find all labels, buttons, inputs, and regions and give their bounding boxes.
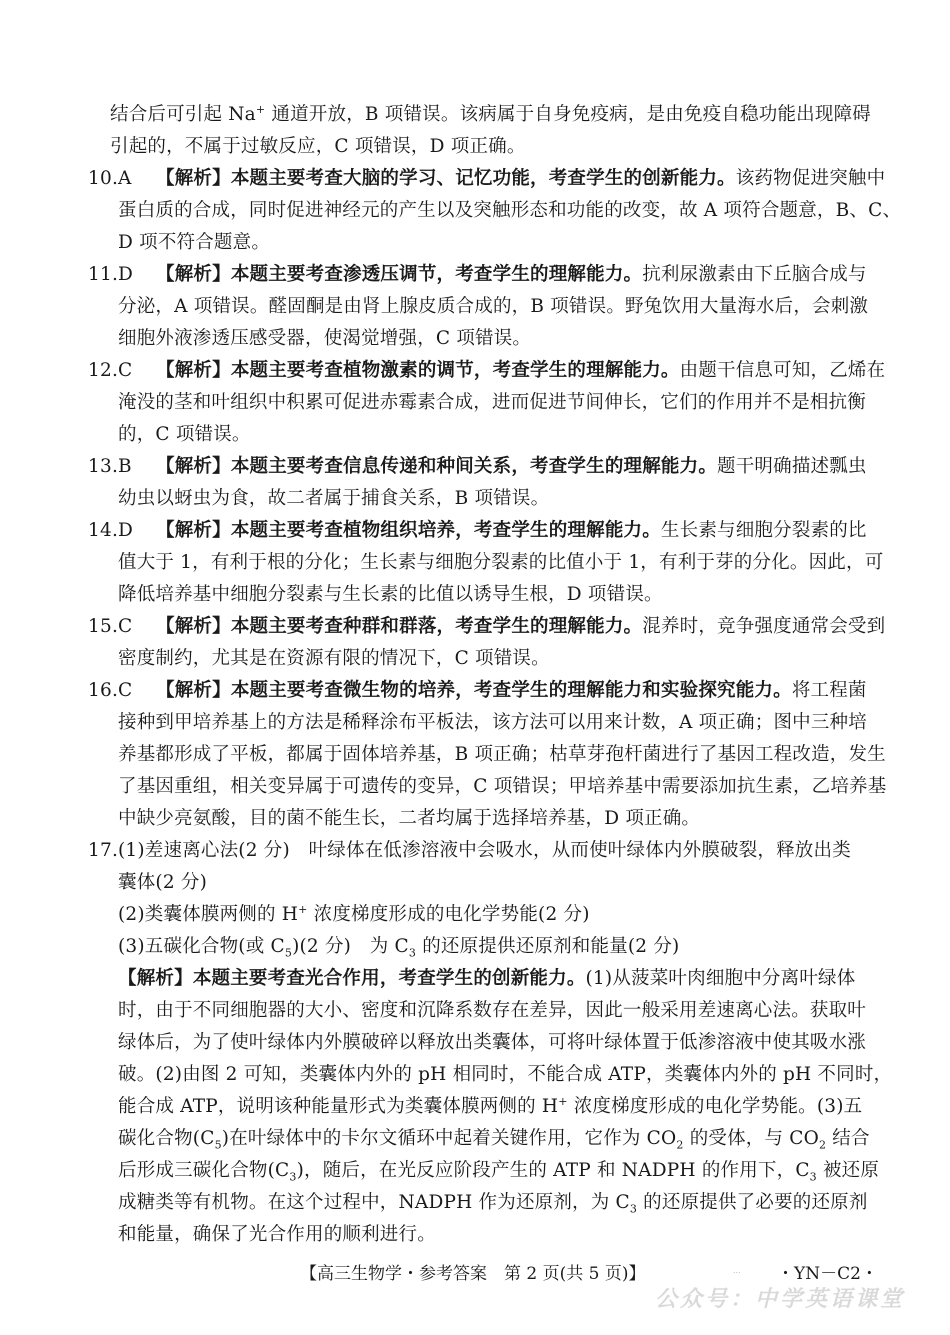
q9-continuation-line-1: 结合后可引起 Na+ 通道开放，B 项错误。该病属于自身免疫病，是由免疫自稳功能出现障碍 bbox=[110, 102, 871, 125]
question-number: 14. bbox=[88, 520, 119, 541]
q11-line-2: 分泌，A 项错误。醛固酮是由肾上腺皮质合成的，B 项错误。野兔饮用大量海水后，会刺激 bbox=[118, 296, 869, 317]
analysis-tag: 【解析】 bbox=[156, 616, 231, 637]
analysis-tag: 【解析】 bbox=[156, 168, 231, 189]
analysis-summary: 本题主要考查植物激素的调节，考查学生的理解能力。 bbox=[230, 360, 680, 381]
watermark-text: 公众号：中学英语课堂 bbox=[655, 1287, 906, 1312]
q17-answer-1-cont: 囊体(2 分) bbox=[118, 872, 207, 893]
q9-continuation-line-2: 引起的，不属于过敏反应，C 项错误，D 项正确。 bbox=[110, 136, 526, 157]
q14-line-3: 降低培养基中细胞分裂素与生长素的比值以诱导生根，D 项错误。 bbox=[118, 584, 663, 605]
analysis-summary: 本题主要考查渗透压调节，考查学生的理解能力。 bbox=[230, 264, 643, 285]
q13-line-1: 13.B 【解析】本题主要考查信息传递和种间关系，考查学生的理解能力。题干明确描述瓢虫 bbox=[88, 451, 867, 483]
answer-letter: C bbox=[118, 680, 133, 701]
answer-letter: D bbox=[118, 520, 134, 541]
q12-line-2: 淹没的茎和叶组织中积累可促进赤霉素合成，进而促进节间伸长，它们的作用并不是相抗衡 bbox=[118, 392, 867, 413]
answer-letter: A bbox=[118, 168, 132, 189]
q16-line-1: 16.C 【解析】本题主要考查微生物的培养，考查学生的理解能力和实验探究能力。将工程菌 bbox=[88, 675, 867, 707]
question-number: 10. bbox=[88, 168, 119, 189]
q12-line-1: 12.C 【解析】本题主要考查植物激素的调节，考查学生的理解能力。由题干信息可知，乙烯在 bbox=[88, 355, 885, 387]
q17-explanation-3: 绿体后，为了使叶绿体内外膜破碎以释放出类囊体，可将叶绿体置于低渗溶液中使其吸水涨 bbox=[118, 1032, 867, 1053]
question-number: 16. bbox=[88, 680, 119, 701]
q14-line-2: 值大于 1，有利于根的分化；生长素与细胞分裂素的比值小于 1，有利于芽的分化。因此，可 bbox=[118, 552, 884, 573]
q12-line-3: 的，C 项错误。 bbox=[118, 424, 251, 445]
q11-line-1: 11.D 【解析】本题主要考查渗透压调节，考查学生的理解能力。抗利尿激素由下丘脑合成与 bbox=[88, 259, 867, 291]
q11-line-3: 细胞外液渗透压感受器，使渴觉增强，C 项错误。 bbox=[118, 328, 532, 349]
analysis-summary: 本题主要考查植物组织培养，考查学生的理解能力。 bbox=[230, 520, 661, 541]
q13-line-2: 幼虫以蚜虫为食，故二者属于捕食关系，B 项错误。 bbox=[118, 488, 550, 509]
q17-explanation-2: 时，由于不同细胞器的大小、密度和沉降系数存在差异，因此一般采用差速离心法。获取叶 bbox=[118, 1000, 867, 1021]
q16-line-2: 接种到甲培养基上的方法是稀释涂布平板法，该方法可以用来计数，A 项正确；图中三种培 bbox=[118, 712, 867, 733]
q16-line-5: 中缺少亮氨酸，目的菌不能生长，二者均属于选择培养基，D 项正确。 bbox=[118, 808, 701, 829]
analysis-tag: 【解析】 bbox=[156, 456, 231, 477]
analysis-summary: 本题主要考查大脑的学习、记忆功能，考查学生的创新能力。 bbox=[230, 168, 736, 189]
question-number: 17. bbox=[88, 840, 119, 861]
analysis-summary: 本题主要考查种群和群落，考查学生的理解能力。 bbox=[230, 616, 643, 637]
q17-explanation-7: 后形成三碳化合物$(C_3)$，随后，在光反应阶段产生的 ATP 和 NADPH 的作用下，$C_3$ 被还原 bbox=[118, 1160, 880, 1184]
page-footer-code: ・YN－C2・ bbox=[777, 1264, 878, 1284]
q16-line-3: 养基都形成了平板，都属于固体培养基，B 项正确；枯草芽孢杆菌进行了基因工程改造，发生 bbox=[118, 744, 886, 765]
page-footer-title: 【高三生物学・参考答案 第 2 页(共 5 页)】 bbox=[300, 1264, 646, 1284]
q17-explanation-1: 【解析】本题主要考查光合作用，考查学生的创新能力。(1)从菠菜叶肉细胞中分离叶绿体 bbox=[118, 968, 856, 989]
q10-line-1: 10.A 【解析】本题主要考查大脑的学习、记忆功能，考查学生的创新能力。该药物促进突触中 bbox=[88, 163, 885, 195]
analysis-summary: 本题主要考查信息传递和种间关系，考查学生的理解能力。 bbox=[230, 456, 718, 477]
analysis-summary: 本题主要考查光合作用，考查学生的创新能力。 bbox=[192, 968, 586, 989]
q10-line-2: 蛋白质的合成，同时促进神经元的产生以及突触形态和功能的改变，故 A 项符合题意，B、C、 bbox=[118, 200, 902, 221]
analysis-tag: 【解析】 bbox=[118, 968, 193, 989]
question-number: 15. bbox=[88, 616, 119, 637]
q17-answer-3: (3)五碳化合物(或 $C_5)(2$ 分) 为 $C_3$ 的还原提供还原剂和能量(2 分) bbox=[118, 936, 680, 960]
q17-explanation-9: 和能量，确保了光合作用的顺利进行。 bbox=[118, 1224, 436, 1245]
analysis-summary: 本题主要考查微生物的培养，考查学生的理解能力和实验探究能力。 bbox=[230, 680, 792, 701]
analysis-tag: 【解析】 bbox=[156, 264, 231, 285]
answer-letter: B bbox=[118, 456, 132, 477]
q14-line-1: 14.D 【解析】本题主要考查植物组织培养，考查学生的理解能力。生长素与细胞分裂素的比 bbox=[88, 515, 867, 547]
answer-letter: C bbox=[118, 616, 133, 637]
question-number: 13. bbox=[88, 456, 119, 477]
q16-line-4: 了基因重组，相关变异属于可遗传的变异，C 项错误；甲培养基中需要添加抗生素，乙培养基 bbox=[118, 776, 887, 797]
q17-explanation-4: 破。(2)由图 2 可知，类囊体内外的 pH 相同时，不能合成 ATP，类囊体内外的 pH 不同时， bbox=[118, 1064, 893, 1085]
q17-explanation-6: 碳化合物$(C_5)$在叶绿体中的卡尔文循环中起着关键作用，它作为 $CO_2$ 的受体，与 $CO_2$ 结合 bbox=[118, 1128, 870, 1152]
q17-answer-2: (2)类囊体膜两侧的 H+ 浓度梯度形成的电化学势能(2 分) bbox=[118, 902, 590, 925]
question-number: 12. bbox=[88, 360, 119, 381]
q10-line-3: D 项不符合题意。 bbox=[118, 232, 271, 253]
footer-dots: ... bbox=[733, 1266, 741, 1275]
q15-line-2: 密度制约，尤其是在资源有限的情况下，C 项错误。 bbox=[118, 648, 550, 669]
analysis-tag: 【解析】 bbox=[156, 520, 231, 541]
analysis-tag: 【解析】 bbox=[156, 360, 231, 381]
q17-explanation-5: 能合成 ATP，说明该种能量形式为类囊体膜两侧的 H+ 浓度梯度形成的电化学势能。(3)五 bbox=[118, 1094, 863, 1117]
q15-line-1: 15.C 【解析】本题主要考查种群和群落，考查学生的理解能力。混养时，竞争强度通常会受到 bbox=[88, 611, 885, 643]
question-number: 11. bbox=[88, 264, 119, 285]
q17-answer-1: 17.(1)差速离心法(2 分) 叶绿体在低渗溶液中会吸水，从而使叶绿体内外膜破裂，释放出类 bbox=[88, 835, 851, 867]
answer-letter: C bbox=[118, 360, 133, 381]
answer-letter: D bbox=[118, 264, 134, 285]
q17-explanation-8: 成糖类等有机物。在这个过程中，NADPH 作为还原剂，为 $C_3$ 的还原提供了必要的还原剂 bbox=[118, 1192, 868, 1216]
analysis-tag: 【解析】 bbox=[156, 680, 231, 701]
